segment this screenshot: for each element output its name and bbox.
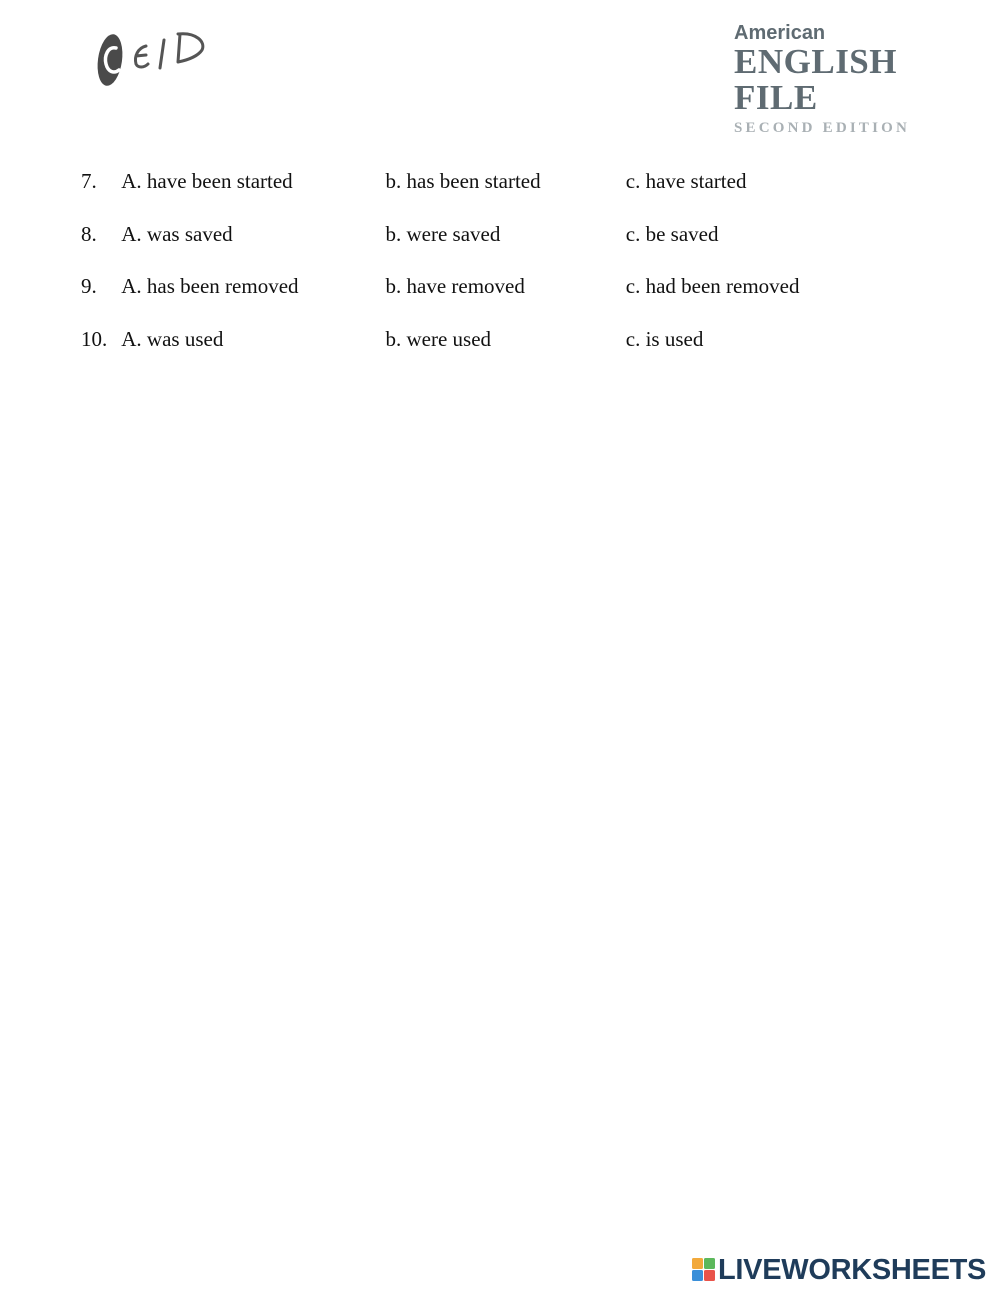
liveworksheets-logo	[692, 1254, 992, 1286]
brand-sub-text: SECOND EDITION	[734, 120, 911, 136]
american-english-file-logo	[734, 22, 984, 140]
option-a[interactable]: A. was used	[121, 326, 224, 351]
question-number: 9.	[81, 274, 97, 298]
option-a[interactable]: A. was saved	[121, 221, 233, 246]
question-number: 7.	[81, 169, 97, 193]
question-number: 10.	[81, 326, 108, 351]
option-b[interactable]: b. were used	[385, 326, 492, 351]
question-row-8	[81, 220, 961, 273]
option-c[interactable]: c. have started	[625, 169, 747, 193]
option-a[interactable]: A. has been removed	[121, 274, 299, 298]
ceid-logo	[92, 22, 222, 92]
question-row-7	[81, 167, 961, 220]
brand-top-text: American	[734, 22, 826, 44]
option-a[interactable]: A. have been started	[121, 169, 293, 193]
badge-square-2	[704, 1258, 715, 1269]
badge-square-3	[692, 1270, 703, 1281]
live-badge-icon	[692, 1258, 716, 1282]
badge-square-4	[704, 1270, 715, 1281]
question-number: 8.	[81, 221, 97, 246]
option-c[interactable]: c. had been removed	[625, 274, 800, 298]
liveworksheets-text: LIVEWORKSHEETS	[718, 1254, 987, 1286]
question-list	[81, 167, 961, 377]
option-c[interactable]: c. is used	[625, 326, 704, 351]
option-b[interactable]: b. has been started	[385, 169, 541, 193]
question-row-10	[81, 325, 961, 378]
option-c[interactable]: c. be saved	[625, 221, 719, 246]
option-b[interactable]: b. have removed	[385, 274, 525, 298]
question-row-9	[81, 272, 961, 325]
brand-main-text: ENGLISH FILE	[734, 42, 897, 117]
option-b[interactable]: b. were saved	[385, 221, 501, 246]
badge-square-1	[692, 1258, 703, 1269]
